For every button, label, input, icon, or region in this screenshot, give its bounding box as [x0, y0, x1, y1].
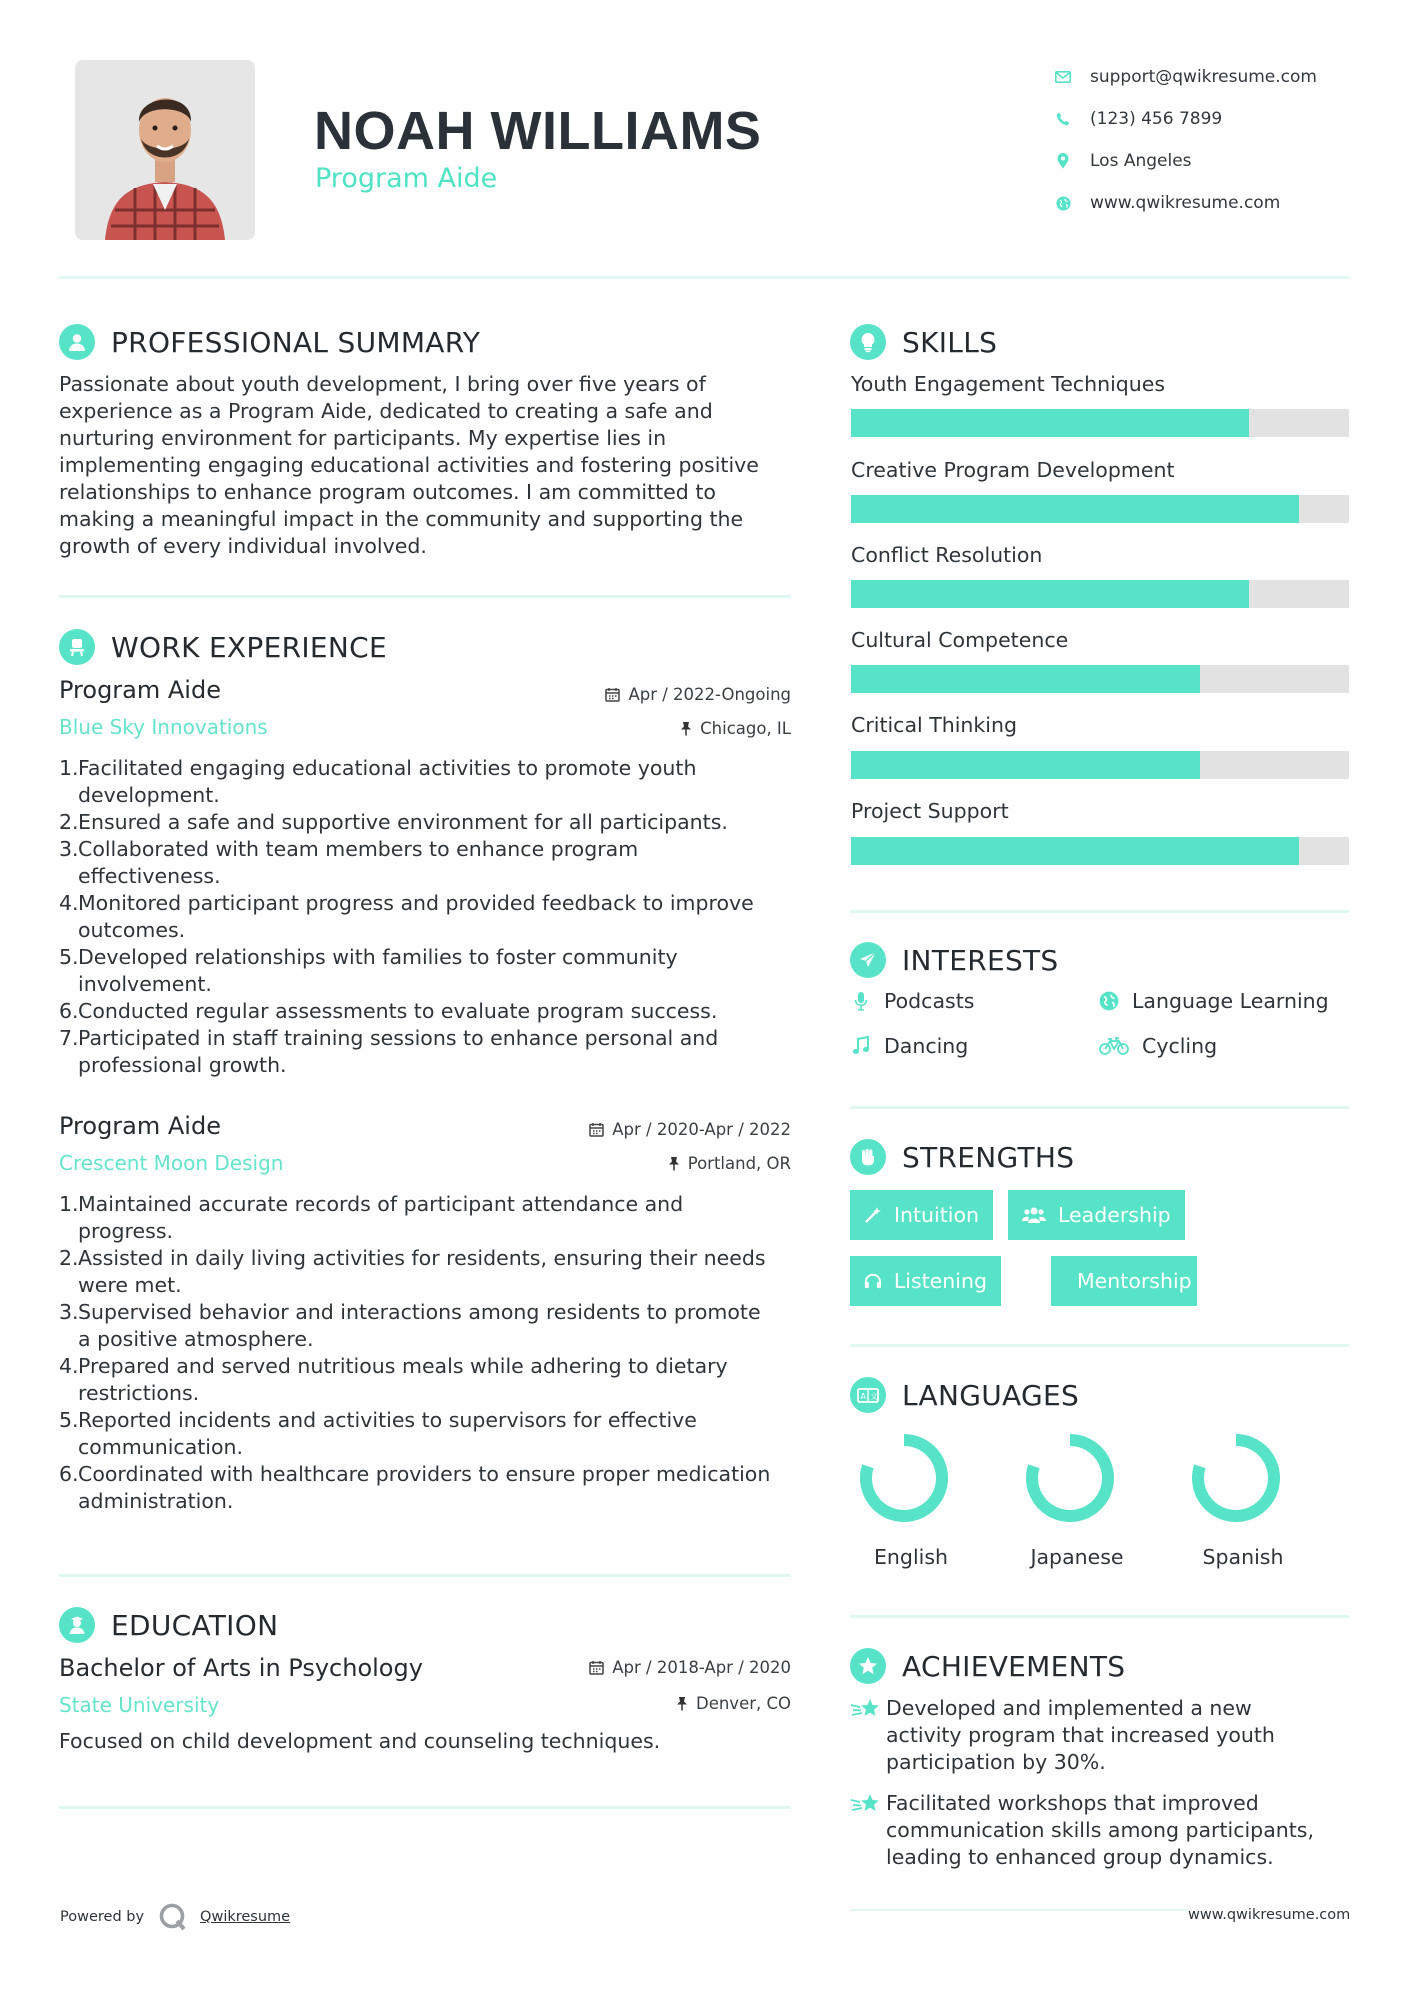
list-item: 6. Conducted regular assessments to evaluate program success.: [59, 999, 718, 1023]
summary-line: relationships to enhance program outcomes. I am committed to: [59, 480, 716, 504]
languages-header: [850, 1377, 1079, 1413]
calendar-icon: [589, 1122, 604, 1137]
skill-name: Creative Program Development: [851, 458, 1175, 482]
paper-plane-icon: [850, 942, 886, 978]
job-dates: [500, 1120, 791, 1139]
job-title: Program Aide: [59, 1112, 221, 1140]
language-ring-arc: [866, 1440, 942, 1516]
language-ring-arc: [1032, 1440, 1108, 1516]
strengths-header: [850, 1139, 1074, 1175]
list-item: 5. Reported incidents and activities to supervisors for effective communication.: [59, 1408, 697, 1459]
contact-list: [1054, 56, 1317, 224]
job-company: Blue Sky Innovations: [59, 715, 268, 739]
interest-label: Language Learning: [1132, 989, 1329, 1013]
summary-text: [59, 371, 799, 560]
achievement-line: Facilitated workshops that improved: [886, 1791, 1259, 1815]
star-badge-icon: [850, 1648, 886, 1684]
powered-by-label: Powered by: [60, 1909, 145, 1925]
skill-name: Critical Thinking: [851, 713, 1017, 737]
strength-chip: [1051, 1256, 1197, 1306]
contact-email[interactable]: [1054, 56, 1317, 98]
skill-name: Youth Engagement Techniques: [851, 372, 1166, 396]
contact-website-text: www.qwikresume.com: [1090, 193, 1281, 213]
footer-divider: [850, 1909, 1188, 1911]
graduate-icon: [59, 1607, 95, 1643]
interest-item: [1098, 1034, 1217, 1058]
strength-chip: [850, 1256, 1001, 1306]
list-item: 1. Facilitated engaging educational activities to promote youth development.: [59, 756, 697, 807]
school-name: State University: [59, 1693, 220, 1717]
interest-item: [850, 1034, 968, 1058]
skill-bar-track: [851, 495, 1349, 523]
degree-title: Bachelor of Arts in Psychology: [59, 1654, 423, 1682]
section-divider: [850, 1615, 1349, 1618]
skill-name: Conflict Resolution: [851, 543, 1043, 567]
achievement-item: [850, 1790, 1350, 1871]
list-item: 7. Participated in staff training sessions to enhance personal and professional growth.: [59, 1026, 719, 1077]
summary-line: Passionate about youth development, I bring over five years of: [59, 372, 706, 396]
job-dates-text: Apr / 2022-Ongoing: [628, 685, 791, 704]
candidate-name: NOAH WILLIAMS: [314, 101, 762, 161]
list-item: 3. Collaborated with team members to enhance program effectiveness.: [59, 837, 639, 888]
language-ring: [858, 1432, 950, 1524]
contact-location: [1054, 140, 1317, 182]
list-item: 4. Prepared and served nutritious meals while adhering to dietary restrictions.: [59, 1354, 728, 1405]
skill-name: Project Support: [851, 799, 1009, 823]
microphone-icon: [850, 991, 872, 1011]
job-location-text: Chicago, IL: [700, 719, 791, 738]
skill-bar-fill: [851, 665, 1200, 693]
summary-line: implementing engaging educational activities and fostering positive: [59, 453, 759, 477]
list-item: 4. Monitored participant progress and provided feedback to improve outcomes.: [59, 891, 754, 942]
skills-header: [850, 324, 997, 360]
skill-bar-fill: [851, 751, 1200, 779]
section-divider: [59, 595, 791, 598]
pushpin-icon: [668, 1156, 680, 1171]
strength-label: Leadership: [1058, 1203, 1171, 1227]
job-company: Crescent Moon Design: [59, 1151, 284, 1175]
pushpin-icon: [676, 1696, 688, 1711]
achievement-line: activity program that increased youth: [886, 1723, 1275, 1747]
education-description: Focused on child development and counseling techniques.: [59, 1729, 661, 1753]
music-note-icon: [850, 1036, 872, 1056]
lightbulb-icon: [850, 324, 886, 360]
users-icon: [1022, 1206, 1046, 1224]
skill-bar-fill: [851, 409, 1249, 437]
skill-bar-track: [851, 409, 1349, 437]
language-name: Spanish: [1202, 1545, 1284, 1569]
section-divider: [850, 1106, 1349, 1109]
fist-icon: [850, 1139, 886, 1175]
language-name: Japanese: [1030, 1545, 1124, 1569]
section-divider: [850, 1344, 1349, 1347]
headphones-icon: [864, 1272, 882, 1290]
language-name: English: [873, 1545, 949, 1569]
summary-line: making a meaningful impact in the community and supporting the: [59, 507, 744, 531]
interests-header: [850, 942, 1059, 978]
email-icon: [1054, 68, 1072, 86]
svg-text:文: 文: [870, 1392, 878, 1401]
interests-title: INTERESTS: [902, 943, 1059, 977]
list-item: 6. Coordinated with healthcare providers to ensure proper medication administration.: [59, 1462, 771, 1513]
education-dates: [500, 1658, 791, 1677]
education-title: EDUCATION: [111, 1608, 279, 1642]
job-dates-text: Apr / 2020-Apr / 2022: [612, 1120, 791, 1139]
user-circle-icon: [59, 324, 95, 360]
skill-bar-track: [851, 580, 1349, 608]
strength-label: Listening: [893, 1269, 987, 1293]
pushpin-icon: [680, 721, 692, 736]
globe-icon: [1054, 194, 1072, 212]
experience-title: WORK EXPERIENCE: [111, 630, 387, 664]
summary-header: [59, 324, 480, 360]
summary-line: nurturing environment for participants. My expertise lies in: [59, 426, 667, 450]
job-dates: [500, 685, 791, 704]
magic-wand-icon: [864, 1206, 882, 1224]
contact-location-text: Los Angeles: [1090, 151, 1192, 171]
shooting-star-icon: [850, 1790, 886, 1871]
chair-icon: [59, 629, 95, 665]
job-duties: [59, 755, 799, 1079]
section-divider: [59, 1574, 791, 1577]
skill-bar-fill: [851, 580, 1249, 608]
bicycle-icon: [1098, 1037, 1130, 1055]
list-item: 5. Developed relationships with families to foster community involvement.: [59, 945, 678, 996]
list-item: 2. Ensured a safe and supportive environment for all participants.: [59, 810, 728, 834]
achievements-title: ACHIEVEMENTS: [902, 1649, 1126, 1683]
svg-text:A: A: [860, 1392, 866, 1401]
experience-header: [59, 629, 387, 665]
language-ring: [1190, 1432, 1282, 1524]
interest-label: Dancing: [884, 1034, 969, 1058]
globe-icon: [1098, 991, 1120, 1011]
interest-item: [1098, 989, 1329, 1013]
achievements-header: [850, 1648, 1125, 1684]
list-item: 2. Assisted in daily living activities for residents, ensuring their needs were met.: [59, 1246, 766, 1297]
skill-bar-track: [851, 751, 1349, 779]
shooting-star-icon: [850, 1695, 886, 1776]
language-ring-arc: [1198, 1440, 1274, 1516]
skill-bar-track: [851, 665, 1349, 693]
strength-chip: [1008, 1190, 1185, 1240]
skill-name: Cultural Competence: [851, 628, 1069, 652]
language-ring: [1024, 1432, 1116, 1524]
job-location-text: Portland, OR: [687, 1154, 791, 1173]
strengths-title: STRENGTHS: [902, 1140, 1075, 1174]
interest-item: [850, 989, 974, 1013]
achievement-line: participation by 30%.: [886, 1750, 1106, 1774]
education-dates-text: Apr / 2018-Apr / 2020: [612, 1658, 791, 1677]
languages-title: LANGUAGES: [902, 1378, 1080, 1412]
contact-email-text: support@qwikresume.com: [1090, 67, 1317, 87]
contact-phone[interactable]: [1054, 98, 1317, 140]
achievement-line: leading to enhanced group dynamics.: [886, 1845, 1274, 1869]
summary-line: growth of every individual involved.: [59, 534, 427, 558]
qwikresume-link[interactable]: Qwikresume: [200, 1909, 291, 1925]
achievement-line: communication skills among participants,: [886, 1818, 1314, 1842]
location-pin-icon: [1054, 152, 1072, 170]
footer-website[interactable]: www.qwikresume.com: [1188, 1907, 1351, 1923]
job-duties: [59, 1191, 799, 1515]
candidate-role: Program Aide: [315, 163, 498, 194]
job-location: [500, 719, 791, 738]
summary-title: PROFESSIONAL SUMMARY: [111, 325, 481, 359]
list-item: 1. Maintained accurate records of participant attendance and progress.: [59, 1192, 684, 1243]
job-location: [500, 1154, 791, 1173]
interest-label: Podcasts: [884, 989, 975, 1013]
education-location-text: Denver, CO: [695, 1694, 791, 1713]
strength-label: Intuition: [893, 1203, 979, 1227]
contact-website[interactable]: [1054, 182, 1317, 224]
skill-bar-fill: [851, 495, 1299, 523]
strength-chip: [850, 1190, 993, 1240]
education-location: [500, 1694, 791, 1713]
skill-bar-fill: [851, 837, 1299, 865]
list-item: 3. Supervised behavior and interactions among residents to promote a positive atmosphere.: [59, 1300, 761, 1351]
powered-by: [60, 1902, 290, 1932]
achievement-line: Developed and implemented a new: [886, 1696, 1252, 1720]
job-title: Program Aide: [59, 676, 221, 704]
skills-title: SKILLS: [902, 325, 998, 359]
phone-icon: [1054, 110, 1072, 128]
calendar-icon: [605, 687, 620, 702]
summary-line: experience as a Program Aide, dedicated to creating a safe and: [59, 399, 713, 423]
strength-label: Mentorship: [1077, 1269, 1192, 1293]
calendar-icon: [589, 1660, 604, 1675]
interest-label: Cycling: [1142, 1034, 1218, 1058]
section-divider: [850, 910, 1349, 913]
profile-photo: [75, 60, 255, 240]
section-divider: [59, 1806, 791, 1809]
contact-phone-text: (123) 456 7899: [1090, 109, 1223, 129]
skill-bar-track: [851, 837, 1349, 865]
achievement-item: [850, 1695, 1350, 1776]
qwikresume-logo-icon: [158, 1902, 188, 1932]
header-divider: [59, 276, 1349, 279]
education-header: [59, 1607, 278, 1643]
translate-card-icon: [850, 1377, 886, 1413]
